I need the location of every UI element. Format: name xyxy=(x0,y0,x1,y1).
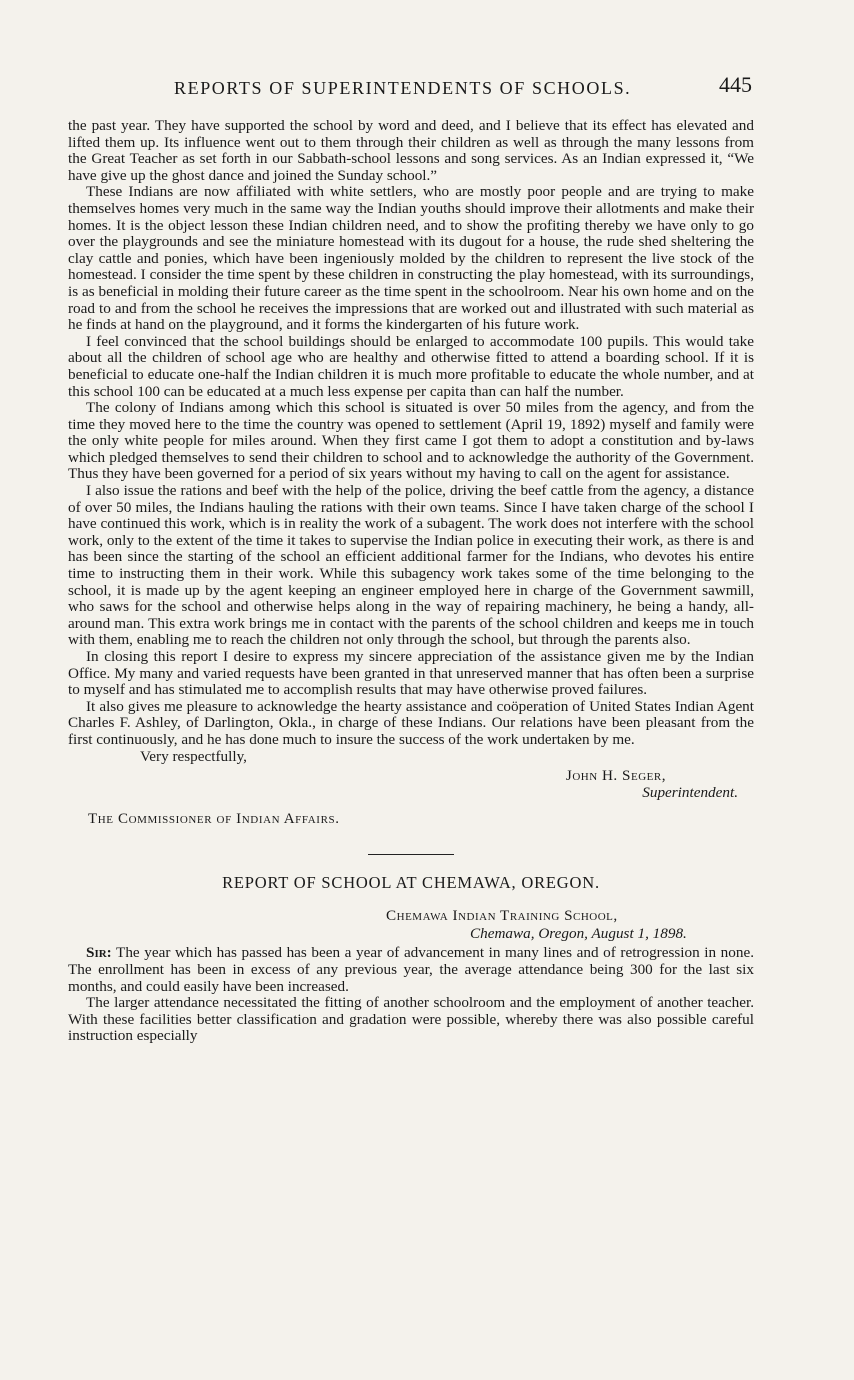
body-text xyxy=(68,118,754,1045)
place-date: Chemawa, Oregon, August 1, 1898. xyxy=(470,925,687,943)
chemawa-paragraph-1 xyxy=(68,945,754,995)
running-title: REPORTS OF SUPERINTENDENTS OF SCHOOLS. xyxy=(174,78,632,98)
paragraph-3: I feel convinced that the school buildings should be enlarged to accommodate 100 pupils. This would take about all the children of school age who are healthy and otherwise fitted to attend a boarding school. If it is beneficial to educate one-half the Indian children it is much more profitable to educate the whole number, and at this school 100 can be educated at a much less expense per capita than can half the number. xyxy=(68,332,754,400)
paragraph-7: It also gives me pleasure to acknowledge the hearty assistance and coöperation of United States Indian Agent Charles F. Ashley, of Darlington, Okla., in charge of these Indians. Our relations have been pleasant from the first continuously, and he has done much to insure the success of the work undertaken by me. xyxy=(68,697,754,748)
paragraph-6: In closing this report I desire to express my sincere appreciation of the assistance given me by the Indian Office. My many and varied requests have been granted in that unreserved manner that has often been a surprise to myself and has stimulated me to accomplish results that may have otherwise proved failures. xyxy=(68,648,754,699)
salutation: Sir: xyxy=(86,944,112,962)
signature-block xyxy=(68,767,754,801)
paragraph-4: The colony of Indians among which this school is situated is over 50 miles from the agency, and from the time they moved here to the time the country was opened to settlement (April 19, 1892) myself and family were the only white people for miles around. When they first came I got them to adopt a constitution and by-laws which pledged themselves to send their children to school and to acknowledge the authority of the Government. Thus they have been governed for a period of six years without my having to call on the agent for assistance. xyxy=(68,399,754,483)
signature-name: John H. Seger, xyxy=(565,767,666,785)
paragraph-1: the past year. They have supported the school by word and deed, and I believe that its effect has elevated and lifted them up. Its influence went out to them through their children as well as through the many lessons from the Great Teacher as set forth in our Sabbath-school lessons and song services. As an Indian expressed it, “We have give up the ghost dance and joined the Sunday school.” xyxy=(68,117,754,184)
report-heading: REPORT OF SCHOOL AT CHEMAWA, OREGON. xyxy=(222,872,600,892)
signature-title: Superintendent. xyxy=(642,784,738,802)
closing: Very respectfully, xyxy=(140,747,247,765)
addressee: The Commissioner of Indian Affairs. xyxy=(88,811,340,828)
school-name: Chemawa Indian Training School, xyxy=(386,907,618,925)
page-number: 445 xyxy=(719,72,752,97)
chemawa-paragraph-1-text: The year which has passed has been a year of advancement in many lines and of retrogression in none. The enrollment has been in excess of any previous year, the average attendance being 300 for the last six months, and could easily have been increased. xyxy=(68,944,754,995)
chemawa-paragraph-2: The larger attendance necessitated the fitting of another schoolroom and the employment of another teacher. With these facilities better classification and gradation were possible, whereby there was also possible careful instruction especially xyxy=(68,994,754,1045)
dateline xyxy=(68,907,754,943)
paragraph-5: I also issue the rations and beef with the help of the police, driving the beef cattle from the agency, a distance of over 50 miles, the Indians hauling the rations with their own teams. Since I have taken charge of the school I have continued this work, which is in reality the work of a subagent. The work does not interfere with the school work, only to the extent of the time it takes to supervise the Indian police in executing their work, as there is and has been since the starting of the school an efficient additional farmer for the Indians, who devotes his entire time to instructing them in their work. While this subagency work takes some of the time belonging to the school, it is made up by the agent keeping an engineer employed here in charge of the Government sawmill, who saws for the school and otherwise helps along in the way of repairing machinery, he being a handy, all-around man. This extra work brings me in contact with the parents of the school children and keeps me in touch with them, enabling me to reach the children not only through the school, but through the parents also. xyxy=(68,482,754,649)
paragraph-2: These Indians are now affiliated with white settlers, who are mostly poor people and are trying to make themselves homes very much in the same way the Indian youths should improve their allotments and make their homes. It is the object lesson these Indian children need, and to show the profiting thereby we have only to go over the playgrounds and see the miniature homestead with its dugout for a house, the rude shed sheltering the clay cattle and ponies, which have been ingeniously molded by the children to represent the live stock of the homestead. I consider the time spent by these children in constructing the play homestead, with its surroundings, is as beneficial in molding their future career as the time spent in the schoolroom. Near his own home and on the road to and from the school he receives the impressions that are worked out and illustrated with such material as he finds at hand on the playground, and it forms the kindergarten of his future work. xyxy=(68,183,754,334)
section-divider xyxy=(368,854,454,855)
running-header xyxy=(68,72,754,102)
